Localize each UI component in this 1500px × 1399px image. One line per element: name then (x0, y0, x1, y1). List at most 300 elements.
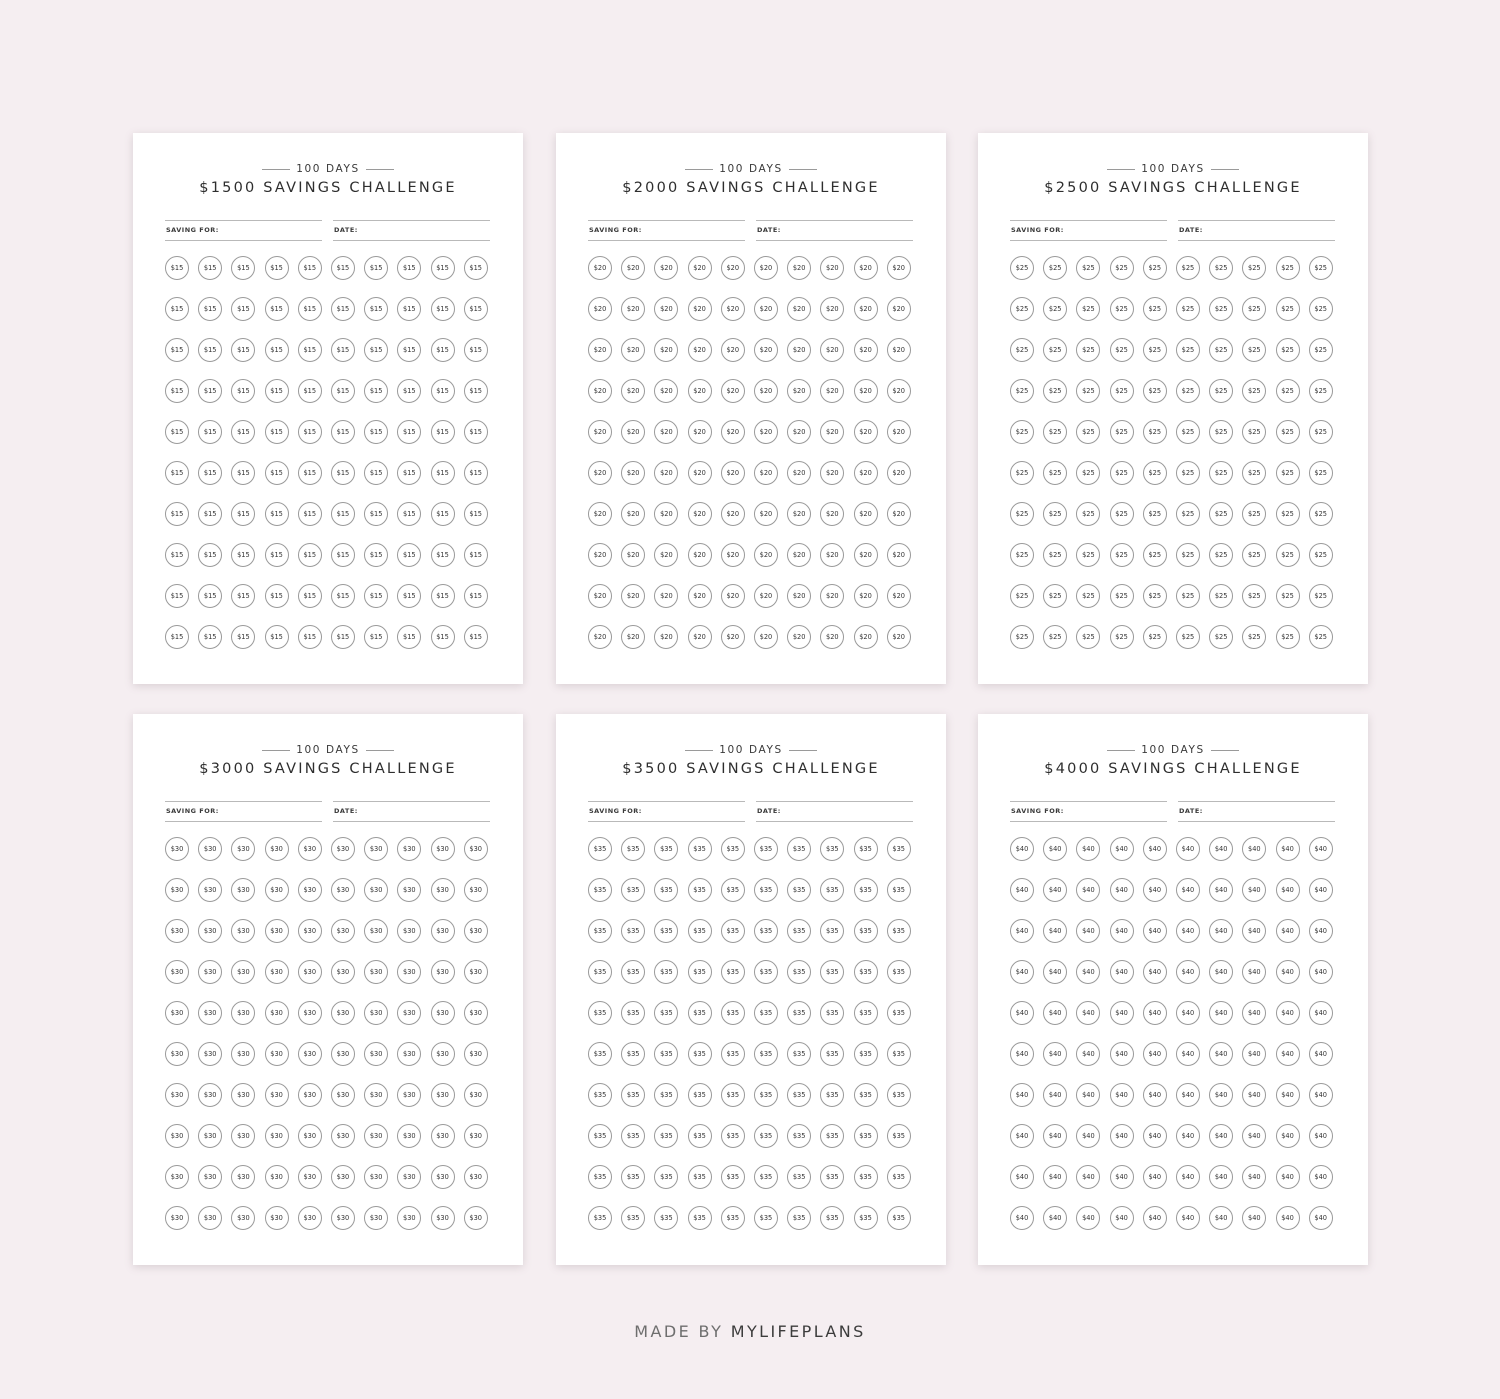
savings-coin[interactable]: $20 (787, 461, 811, 485)
savings-coin[interactable]: $20 (721, 379, 745, 403)
savings-coin[interactable]: $35 (721, 878, 745, 902)
savings-coin[interactable]: $30 (298, 1001, 322, 1025)
savings-coin[interactable]: $25 (1276, 338, 1300, 362)
savings-coin[interactable]: $40 (1076, 837, 1100, 861)
savings-coin[interactable]: $30 (364, 837, 388, 861)
savings-coin[interactable]: $20 (787, 502, 811, 526)
savings-coin[interactable]: $25 (1143, 379, 1167, 403)
savings-coin[interactable]: $40 (1309, 878, 1333, 902)
savings-coin[interactable]: $15 (464, 584, 488, 608)
savings-coin[interactable]: $40 (1176, 1124, 1200, 1148)
savings-coin[interactable]: $40 (1076, 1083, 1100, 1107)
savings-coin[interactable]: $35 (588, 837, 612, 861)
savings-coin[interactable]: $15 (331, 502, 355, 526)
savings-coin[interactable]: $25 (1010, 584, 1034, 608)
savings-coin[interactable]: $20 (588, 461, 612, 485)
savings-coin[interactable]: $15 (198, 584, 222, 608)
savings-coin[interactable]: $15 (198, 502, 222, 526)
savings-coin[interactable]: $30 (331, 1124, 355, 1148)
savings-coin[interactable]: $35 (654, 1083, 678, 1107)
savings-coin[interactable]: $40 (1110, 960, 1134, 984)
savings-coin[interactable]: $25 (1076, 420, 1100, 444)
savings-coin[interactable]: $35 (621, 960, 645, 984)
savings-coin[interactable]: $35 (854, 1083, 878, 1107)
savings-coin[interactable]: $15 (397, 543, 421, 567)
savings-coin[interactable]: $40 (1143, 837, 1167, 861)
savings-coin[interactable]: $15 (198, 338, 222, 362)
savings-coin[interactable]: $25 (1276, 502, 1300, 526)
savings-coin[interactable]: $30 (464, 1165, 488, 1189)
savings-coin[interactable]: $20 (588, 543, 612, 567)
savings-coin[interactable]: $15 (364, 584, 388, 608)
savings-coin[interactable]: $15 (464, 502, 488, 526)
savings-coin[interactable]: $35 (588, 1083, 612, 1107)
savings-coin[interactable]: $20 (820, 625, 844, 649)
savings-coin[interactable]: $40 (1309, 1083, 1333, 1107)
savings-coin[interactable]: $40 (1076, 1001, 1100, 1025)
savings-coin[interactable]: $25 (1276, 420, 1300, 444)
savings-coin[interactable]: $20 (621, 625, 645, 649)
savings-coin[interactable]: $35 (688, 1001, 712, 1025)
savings-coin[interactable]: $35 (754, 1206, 778, 1230)
savings-coin[interactable]: $15 (364, 420, 388, 444)
savings-coin[interactable]: $40 (1276, 1001, 1300, 1025)
savings-coin[interactable]: $25 (1309, 379, 1333, 403)
savings-coin[interactable]: $30 (298, 878, 322, 902)
savings-coin[interactable]: $30 (397, 1083, 421, 1107)
savings-coin[interactable]: $40 (1076, 1206, 1100, 1230)
savings-coin[interactable]: $15 (431, 461, 455, 485)
savings-coin[interactable]: $30 (265, 837, 289, 861)
savings-coin[interactable]: $40 (1209, 1165, 1233, 1189)
savings-coin[interactable]: $15 (431, 502, 455, 526)
savings-coin[interactable]: $25 (1043, 420, 1067, 444)
savings-coin[interactable]: $30 (464, 919, 488, 943)
savings-coin[interactable]: $20 (721, 338, 745, 362)
savings-coin[interactable]: $25 (1076, 379, 1100, 403)
savings-coin[interactable]: $20 (621, 379, 645, 403)
savings-coin[interactable]: $35 (820, 878, 844, 902)
savings-coin[interactable]: $20 (854, 338, 878, 362)
savings-coin[interactable]: $30 (331, 1083, 355, 1107)
savings-coin[interactable]: $15 (364, 625, 388, 649)
savings-coin[interactable]: $40 (1242, 1165, 1266, 1189)
savings-coin[interactable]: $35 (588, 1042, 612, 1066)
savings-coin[interactable]: $15 (231, 502, 255, 526)
savings-coin[interactable]: $30 (431, 1001, 455, 1025)
savings-coin[interactable]: $30 (231, 1165, 255, 1189)
savings-coin[interactable]: $15 (198, 256, 222, 280)
savings-coin[interactable]: $25 (1242, 584, 1266, 608)
savings-coin[interactable]: $15 (298, 461, 322, 485)
savings-coin[interactable]: $30 (265, 1001, 289, 1025)
savings-coin[interactable]: $15 (431, 338, 455, 362)
savings-coin[interactable]: $30 (265, 1165, 289, 1189)
savings-coin[interactable]: $25 (1110, 625, 1134, 649)
savings-coin[interactable]: $30 (331, 837, 355, 861)
savings-coin[interactable]: $35 (621, 1124, 645, 1148)
savings-coin[interactable]: $25 (1176, 379, 1200, 403)
savings-coin[interactable]: $30 (364, 1083, 388, 1107)
savings-coin[interactable]: $20 (721, 625, 745, 649)
savings-coin[interactable]: $25 (1242, 502, 1266, 526)
savings-coin[interactable]: $25 (1010, 256, 1034, 280)
savings-coin[interactable]: $25 (1209, 461, 1233, 485)
savings-coin[interactable]: $30 (464, 1001, 488, 1025)
savings-coin[interactable]: $25 (1176, 584, 1200, 608)
savings-coin[interactable]: $35 (787, 960, 811, 984)
savings-coin[interactable]: $30 (464, 1083, 488, 1107)
savings-coin[interactable]: $35 (754, 1042, 778, 1066)
savings-coin[interactable]: $30 (364, 1206, 388, 1230)
savings-coin[interactable]: $15 (397, 379, 421, 403)
savings-coin[interactable]: $15 (165, 256, 189, 280)
savings-coin[interactable]: $20 (787, 379, 811, 403)
savings-coin[interactable]: $25 (1276, 461, 1300, 485)
savings-coin[interactable]: $15 (331, 584, 355, 608)
savings-coin[interactable]: $35 (787, 1001, 811, 1025)
savings-coin[interactable]: $30 (364, 1165, 388, 1189)
savings-coin[interactable]: $30 (331, 1042, 355, 1066)
savings-coin[interactable]: $35 (688, 837, 712, 861)
savings-coin[interactable]: $25 (1076, 338, 1100, 362)
savings-coin[interactable]: $30 (198, 960, 222, 984)
savings-coin[interactable]: $15 (165, 625, 189, 649)
savings-coin[interactable]: $40 (1276, 837, 1300, 861)
savings-coin[interactable]: $20 (854, 420, 878, 444)
savings-coin[interactable]: $35 (721, 960, 745, 984)
savings-coin[interactable]: $20 (820, 420, 844, 444)
savings-coin[interactable]: $20 (754, 625, 778, 649)
savings-coin[interactable]: $15 (431, 420, 455, 444)
savings-coin[interactable]: $20 (754, 461, 778, 485)
savings-coin[interactable]: $40 (1143, 878, 1167, 902)
savings-coin[interactable]: $40 (1043, 1206, 1067, 1230)
saving-for-field[interactable] (1010, 801, 1167, 822)
saving-for-field[interactable] (1010, 220, 1167, 241)
savings-coin[interactable]: $30 (198, 837, 222, 861)
savings-coin[interactable]: $20 (854, 625, 878, 649)
savings-coin[interactable]: $15 (431, 256, 455, 280)
savings-coin[interactable]: $35 (654, 837, 678, 861)
savings-coin[interactable]: $30 (331, 960, 355, 984)
savings-coin[interactable]: $15 (464, 297, 488, 321)
savings-coin[interactable]: $35 (588, 1001, 612, 1025)
savings-coin[interactable]: $35 (621, 1206, 645, 1230)
savings-coin[interactable]: $40 (1143, 1206, 1167, 1230)
savings-coin[interactable]: $25 (1043, 625, 1067, 649)
date-field[interactable] (1178, 220, 1335, 241)
savings-coin[interactable]: $20 (887, 584, 911, 608)
savings-coin[interactable]: $35 (621, 1001, 645, 1025)
savings-coin[interactable]: $15 (265, 256, 289, 280)
savings-coin[interactable]: $15 (165, 297, 189, 321)
savings-coin[interactable]: $30 (265, 1206, 289, 1230)
savings-coin[interactable]: $20 (621, 502, 645, 526)
savings-coin[interactable]: $20 (754, 256, 778, 280)
savings-coin[interactable]: $20 (688, 461, 712, 485)
savings-coin[interactable]: $40 (1076, 1124, 1100, 1148)
savings-coin[interactable]: $40 (1010, 1083, 1034, 1107)
savings-coin[interactable]: $30 (298, 1083, 322, 1107)
savings-coin[interactable]: $30 (397, 1165, 421, 1189)
savings-coin[interactable]: $20 (654, 338, 678, 362)
savings-coin[interactable]: $35 (887, 1165, 911, 1189)
date-field[interactable] (333, 220, 490, 241)
savings-coin[interactable]: $35 (654, 960, 678, 984)
savings-coin[interactable]: $35 (754, 960, 778, 984)
savings-coin[interactable]: $20 (721, 297, 745, 321)
savings-coin[interactable]: $35 (820, 919, 844, 943)
savings-coin[interactable]: $25 (1043, 543, 1067, 567)
savings-coin[interactable]: $20 (887, 625, 911, 649)
savings-coin[interactable]: $15 (431, 584, 455, 608)
savings-coin[interactable]: $20 (820, 461, 844, 485)
savings-coin[interactable]: $40 (1309, 1206, 1333, 1230)
savings-coin[interactable]: $40 (1242, 960, 1266, 984)
savings-coin[interactable]: $35 (787, 1206, 811, 1230)
savings-coin[interactable]: $35 (721, 919, 745, 943)
savings-coin[interactable]: $35 (654, 1206, 678, 1230)
savings-coin[interactable]: $30 (364, 1042, 388, 1066)
savings-coin[interactable]: $25 (1143, 543, 1167, 567)
savings-coin[interactable]: $30 (265, 1124, 289, 1148)
savings-coin[interactable]: $20 (820, 502, 844, 526)
savings-coin[interactable]: $15 (165, 338, 189, 362)
savings-coin[interactable]: $20 (787, 420, 811, 444)
savings-coin[interactable]: $40 (1309, 1165, 1333, 1189)
savings-coin[interactable]: $40 (1010, 1206, 1034, 1230)
savings-coin[interactable]: $40 (1176, 1042, 1200, 1066)
savings-coin[interactable]: $35 (754, 837, 778, 861)
savings-coin[interactable]: $25 (1242, 625, 1266, 649)
savings-coin[interactable]: $30 (165, 1042, 189, 1066)
savings-coin[interactable]: $35 (854, 960, 878, 984)
savings-coin[interactable]: $35 (820, 960, 844, 984)
savings-coin[interactable]: $20 (887, 256, 911, 280)
savings-coin[interactable]: $20 (654, 543, 678, 567)
savings-coin[interactable]: $25 (1076, 584, 1100, 608)
savings-coin[interactable]: $40 (1110, 1042, 1134, 1066)
savings-coin[interactable]: $40 (1176, 1165, 1200, 1189)
savings-coin[interactable]: $20 (787, 584, 811, 608)
savings-coin[interactable]: $25 (1076, 461, 1100, 485)
savings-coin[interactable]: $40 (1043, 1165, 1067, 1189)
savings-coin[interactable]: $20 (854, 584, 878, 608)
savings-coin[interactable]: $40 (1110, 919, 1134, 943)
savings-coin[interactable]: $35 (787, 878, 811, 902)
savings-coin[interactable]: $30 (397, 878, 421, 902)
savings-coin[interactable]: $15 (331, 338, 355, 362)
savings-coin[interactable]: $40 (1209, 1124, 1233, 1148)
savings-coin[interactable]: $15 (298, 256, 322, 280)
savings-coin[interactable]: $40 (1176, 960, 1200, 984)
savings-coin[interactable]: $15 (464, 379, 488, 403)
savings-coin[interactable]: $20 (588, 256, 612, 280)
savings-coin[interactable]: $20 (887, 461, 911, 485)
savings-coin[interactable]: $20 (654, 584, 678, 608)
savings-coin[interactable]: $35 (688, 1165, 712, 1189)
savings-coin[interactable]: $15 (298, 584, 322, 608)
date-field[interactable] (1178, 801, 1335, 822)
savings-coin[interactable]: $35 (787, 1165, 811, 1189)
savings-coin[interactable]: $25 (1276, 625, 1300, 649)
savings-coin[interactable]: $40 (1110, 1165, 1134, 1189)
savings-coin[interactable]: $35 (754, 1083, 778, 1107)
savings-coin[interactable]: $30 (198, 1206, 222, 1230)
savings-coin[interactable]: $25 (1176, 461, 1200, 485)
savings-coin[interactable]: $25 (1276, 297, 1300, 321)
savings-coin[interactable]: $30 (198, 1165, 222, 1189)
savings-coin[interactable]: $30 (298, 1042, 322, 1066)
savings-coin[interactable]: $40 (1010, 1124, 1034, 1148)
saving-for-field[interactable] (165, 801, 322, 822)
savings-coin[interactable]: $30 (231, 837, 255, 861)
savings-coin[interactable]: $15 (265, 625, 289, 649)
savings-coin[interactable]: $35 (787, 1083, 811, 1107)
savings-coin[interactable]: $35 (887, 1083, 911, 1107)
savings-coin[interactable]: $25 (1276, 543, 1300, 567)
savings-coin[interactable]: $25 (1010, 502, 1034, 526)
savings-coin[interactable]: $20 (688, 584, 712, 608)
savings-coin[interactable]: $15 (265, 420, 289, 444)
savings-coin[interactable]: $30 (198, 1083, 222, 1107)
savings-coin[interactable]: $35 (588, 960, 612, 984)
savings-coin[interactable]: $25 (1309, 297, 1333, 321)
savings-coin[interactable]: $40 (1110, 1083, 1134, 1107)
savings-coin[interactable]: $15 (464, 543, 488, 567)
savings-coin[interactable]: $30 (397, 919, 421, 943)
savings-coin[interactable]: $30 (364, 1124, 388, 1148)
savings-coin[interactable]: $15 (198, 461, 222, 485)
savings-coin[interactable]: $35 (588, 1165, 612, 1189)
savings-coin[interactable]: $35 (721, 1124, 745, 1148)
savings-coin[interactable]: $20 (754, 502, 778, 526)
savings-coin[interactable]: $15 (198, 543, 222, 567)
savings-coin[interactable]: $15 (165, 584, 189, 608)
savings-coin[interactable]: $40 (1276, 1083, 1300, 1107)
savings-coin[interactable]: $25 (1110, 461, 1134, 485)
savings-coin[interactable]: $40 (1176, 919, 1200, 943)
savings-coin[interactable]: $40 (1076, 1042, 1100, 1066)
savings-coin[interactable]: $15 (464, 461, 488, 485)
savings-coin[interactable]: $40 (1043, 960, 1067, 984)
savings-coin[interactable]: $40 (1309, 919, 1333, 943)
savings-coin[interactable]: $15 (397, 625, 421, 649)
savings-coin[interactable]: $20 (588, 379, 612, 403)
savings-coin[interactable]: $25 (1143, 502, 1167, 526)
savings-coin[interactable]: $35 (887, 960, 911, 984)
savings-coin[interactable]: $40 (1043, 1083, 1067, 1107)
savings-coin[interactable]: $30 (231, 1083, 255, 1107)
savings-coin[interactable]: $30 (231, 919, 255, 943)
savings-coin[interactable]: $20 (721, 584, 745, 608)
savings-coin[interactable]: $30 (165, 878, 189, 902)
savings-coin[interactable]: $30 (231, 960, 255, 984)
savings-coin[interactable]: $30 (165, 1124, 189, 1148)
savings-coin[interactable]: $25 (1242, 420, 1266, 444)
savings-coin[interactable]: $20 (787, 625, 811, 649)
savings-coin[interactable]: $35 (621, 1042, 645, 1066)
savings-coin[interactable]: $35 (854, 1165, 878, 1189)
savings-coin[interactable]: $15 (265, 297, 289, 321)
savings-coin[interactable]: $30 (464, 1042, 488, 1066)
savings-coin[interactable]: $30 (431, 1206, 455, 1230)
savings-coin[interactable]: $40 (1043, 1001, 1067, 1025)
savings-coin[interactable]: $20 (654, 297, 678, 321)
savings-coin[interactable]: $20 (621, 338, 645, 362)
savings-coin[interactable]: $40 (1076, 1165, 1100, 1189)
savings-coin[interactable]: $15 (431, 379, 455, 403)
savings-coin[interactable]: $35 (688, 1083, 712, 1107)
savings-coin[interactable]: $30 (431, 1165, 455, 1189)
savings-coin[interactable]: $25 (1076, 625, 1100, 649)
savings-coin[interactable]: $30 (431, 960, 455, 984)
savings-coin[interactable]: $40 (1209, 1042, 1233, 1066)
savings-coin[interactable]: $15 (464, 420, 488, 444)
savings-coin[interactable]: $30 (431, 919, 455, 943)
savings-coin[interactable]: $25 (1110, 584, 1134, 608)
savings-coin[interactable]: $15 (431, 297, 455, 321)
savings-coin[interactable]: $20 (820, 256, 844, 280)
savings-coin[interactable]: $25 (1010, 420, 1034, 444)
savings-coin[interactable]: $20 (688, 256, 712, 280)
savings-coin[interactable]: $20 (820, 584, 844, 608)
savings-coin[interactable]: $35 (754, 919, 778, 943)
savings-coin[interactable]: $30 (331, 878, 355, 902)
savings-coin[interactable]: $20 (721, 502, 745, 526)
savings-coin[interactable]: $40 (1242, 919, 1266, 943)
savings-coin[interactable]: $35 (754, 1124, 778, 1148)
savings-coin[interactable]: $35 (820, 1001, 844, 1025)
savings-coin[interactable]: $30 (397, 837, 421, 861)
savings-coin[interactable]: $35 (654, 1042, 678, 1066)
savings-coin[interactable]: $25 (1076, 297, 1100, 321)
savings-coin[interactable]: $25 (1276, 256, 1300, 280)
savings-coin[interactable]: $15 (464, 625, 488, 649)
savings-coin[interactable]: $30 (298, 837, 322, 861)
savings-coin[interactable]: $20 (621, 543, 645, 567)
savings-coin[interactable]: $20 (688, 297, 712, 321)
savings-coin[interactable]: $30 (265, 960, 289, 984)
savings-coin[interactable]: $40 (1276, 1042, 1300, 1066)
savings-coin[interactable]: $15 (331, 297, 355, 321)
savings-coin[interactable]: $30 (364, 960, 388, 984)
savings-coin[interactable]: $40 (1276, 878, 1300, 902)
savings-coin[interactable]: $25 (1176, 338, 1200, 362)
savings-coin[interactable]: $35 (787, 1042, 811, 1066)
savings-coin[interactable]: $35 (654, 1165, 678, 1189)
savings-coin[interactable]: $20 (787, 256, 811, 280)
savings-coin[interactable]: $25 (1309, 420, 1333, 444)
savings-coin[interactable]: $25 (1143, 584, 1167, 608)
savings-coin[interactable]: $25 (1242, 379, 1266, 403)
savings-coin[interactable]: $40 (1043, 1124, 1067, 1148)
savings-coin[interactable]: $15 (298, 297, 322, 321)
savings-coin[interactable]: $20 (854, 379, 878, 403)
savings-coin[interactable]: $25 (1110, 256, 1134, 280)
savings-coin[interactable]: $30 (265, 1042, 289, 1066)
savings-coin[interactable]: $15 (198, 297, 222, 321)
savings-coin[interactable]: $35 (654, 1001, 678, 1025)
savings-coin[interactable]: $20 (588, 297, 612, 321)
savings-coin[interactable]: $35 (887, 1001, 911, 1025)
savings-coin[interactable]: $15 (231, 379, 255, 403)
savings-coin[interactable]: $15 (397, 584, 421, 608)
savings-coin[interactable]: $15 (231, 543, 255, 567)
savings-coin[interactable]: $20 (820, 379, 844, 403)
savings-coin[interactable]: $35 (588, 919, 612, 943)
